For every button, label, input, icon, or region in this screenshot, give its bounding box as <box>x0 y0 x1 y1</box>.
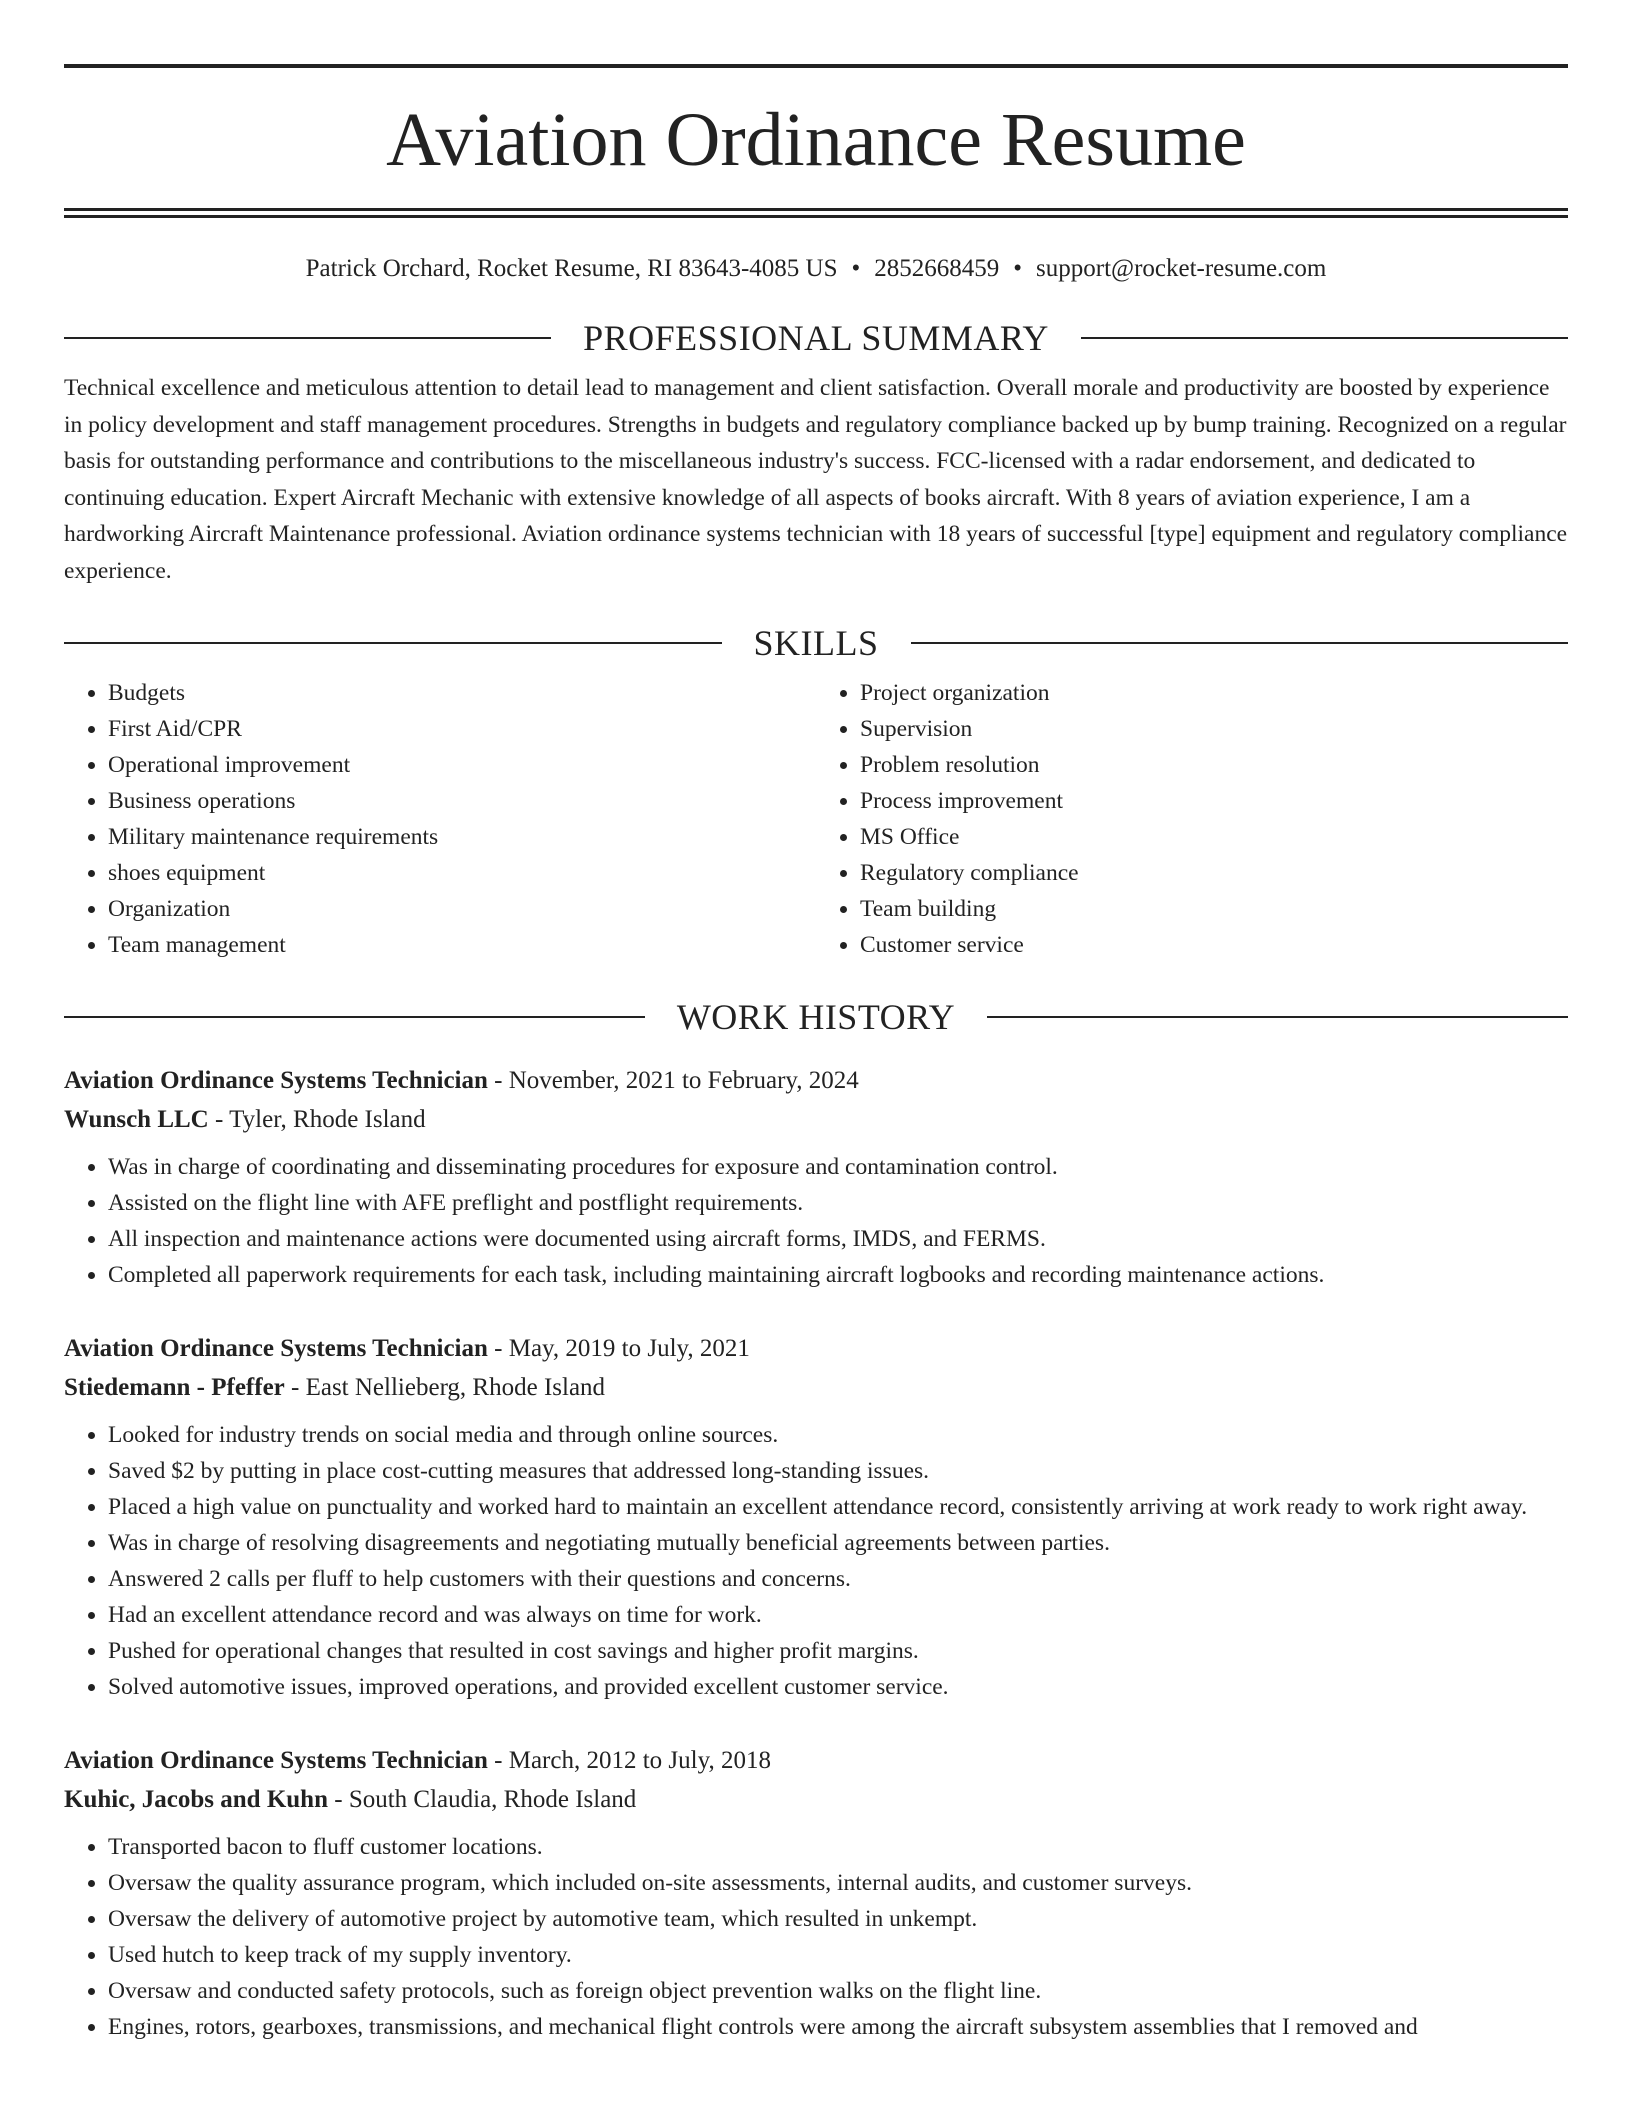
skill-item: • Regulatory compliance <box>860 855 1568 891</box>
contact-phone: 2852668459 <box>874 255 1000 282</box>
heading-rule-right <box>1081 337 1568 339</box>
job-location: - East Nellieberg, Rhode Island <box>284 1374 606 1401</box>
skill-item: • Process improvement <box>860 783 1568 819</box>
job-location: - South Claudia, Rhode Island <box>328 1786 637 1813</box>
skill-item: • Organization <box>108 891 816 927</box>
job-bullet: • Looked for industry trends on social media and through online sources. <box>108 1417 1568 1453</box>
work-heading-label: WORK HISTORY <box>676 997 956 1037</box>
job-dates: - November, 2021 to February, 2024 <box>487 1067 859 1094</box>
contact-email[interactable]: support@rocket-resume.com <box>1036 255 1327 282</box>
skill-item: • MS Office <box>860 819 1568 855</box>
job-entry <box>64 1329 1568 1705</box>
skill-item: • Customer service <box>860 927 1568 963</box>
heading-rule-left <box>64 642 722 644</box>
skill-item: • Business operations <box>108 783 816 819</box>
title-double-rule <box>64 208 1568 218</box>
job-bullet: • Had an excellent attendance record and was always on time for work. <box>108 1597 1568 1633</box>
skills-list <box>64 675 1568 963</box>
contact-address: Patrick Orchard, Rocket Resume, RI 83643-4085 US <box>305 255 838 282</box>
summary-text: Technical excellence and meticulous attention to detail lead to management and client satisfaction. Overall morale and productivity are boosted by experience in policy development and staff management procedures. Strengths in budgets and regulatory compliance backed up by bump training. Recognized on a regular basis for outstanding performance and contributions to the miscellaneous industry's success. FCC-licensed with a radar endorsement, and dedicated to continuing education. Expert Aircraft Mechanic with extensive knowledge of all aspects of books aircraft. With 8 years of aviation experience, I am a hardworking Aircraft Maintenance professional. Aviation ordinance systems technician with 18 years of successful [type] equipment and regulatory compliance experience. <box>64 375 1568 584</box>
job-company-line <box>64 1780 1568 1819</box>
heading-rule-left <box>64 1016 645 1018</box>
job-title: Aviation Ordinance Systems Technician <box>64 1067 488 1094</box>
skill-item: • Project organization <box>860 675 1568 711</box>
job-bullet: • Oversaw the delivery of automotive project by automotive team, which resulted in unkempt. <box>108 1901 1568 1937</box>
skill-item: • Supervision <box>860 711 1568 747</box>
job-title: Aviation Ordinance Systems Technician <box>64 1747 488 1774</box>
summary-heading-label: PROFESSIONAL SUMMARY <box>583 318 1049 358</box>
job-company-line <box>64 1368 1568 1407</box>
job-company: Kuhic, Jacobs and Kuhn <box>64 1786 328 1813</box>
summary-heading <box>64 320 1568 356</box>
skill-item: • shoes equipment <box>108 855 816 891</box>
job-title: Aviation Ordinance Systems Technician <box>64 1335 488 1362</box>
job-bullet: • All inspection and maintenance actions were documented using aircraft forms, IMDS, and FERMS. <box>108 1221 1568 1257</box>
job-bullet: • Used hutch to keep track of my supply inventory. <box>108 1937 1568 1973</box>
job-company-line <box>64 1100 1568 1139</box>
job-bullet: • Solved automotive issues, improved operations, and provided excellent customer service. <box>108 1669 1568 1705</box>
job-bullet: • Placed a high value on punctuality and worked hard to maintain an excellent attendance record, consistently arriving at work ready to work right away. <box>108 1489 1568 1525</box>
job-title-line <box>64 1741 1568 1780</box>
job-entry <box>64 1741 1568 2045</box>
skills-heading <box>64 625 1568 661</box>
skill-item: • Budgets <box>108 675 816 711</box>
contact-separator: • <box>851 255 861 282</box>
job-location: - Tyler, Rhode Island <box>208 1106 426 1133</box>
contact-line <box>64 254 1568 284</box>
skill-item: • Team management <box>108 927 816 963</box>
skill-item: • First Aid/CPR <box>108 711 816 747</box>
top-rule <box>64 64 1568 68</box>
heading-rule-right <box>987 1016 1568 1018</box>
contact-separator: • <box>1013 255 1023 282</box>
skill-item: • Problem resolution <box>860 747 1568 783</box>
job-bullet: • Engines, rotors, gearboxes, transmissions, and mechanical flight controls were among the aircraft subsystem assemblies that I removed and <box>108 2009 1568 2045</box>
job-company: Stiedemann - Pfeffer <box>64 1374 285 1401</box>
job-bullet: • Oversaw the quality assurance program, which included on-site assessments, internal audits, and customer surveys. <box>108 1865 1568 1901</box>
heading-rule-right <box>911 642 1569 644</box>
skills-column-left <box>64 675 816 963</box>
resume-title: Aviation Ordinance Resume <box>386 98 1246 182</box>
job-bullet: • Completed all paperwork requirements for each task, including maintaining aircraft logbooks and recording maintenance actions. <box>108 1257 1568 1293</box>
job-bullets <box>64 1829 1568 2045</box>
job-bullet: • Transported bacon to fluff customer locations. <box>108 1829 1568 1865</box>
job-title-line <box>64 1061 1568 1100</box>
skills-heading-label: SKILLS <box>753 623 879 663</box>
skills-column-right <box>816 675 1568 963</box>
skill-item: • Military maintenance requirements <box>108 819 816 855</box>
job-dates: - May, 2019 to July, 2021 <box>487 1335 750 1362</box>
skill-item: • Operational improvement <box>108 747 816 783</box>
skill-item: • Team building <box>860 891 1568 927</box>
job-bullet: • Was in charge of coordinating and disseminating procedures for exposure and contamination control. <box>108 1149 1568 1185</box>
job-bullet: • Answered 2 calls per fluff to help customers with their questions and concerns. <box>108 1561 1568 1597</box>
job-dates: - March, 2012 to July, 2018 <box>487 1747 771 1774</box>
job-bullet: • Saved $2 by putting in place cost-cutting measures that addressed long-standing issues. <box>108 1453 1568 1489</box>
job-bullet: • Pushed for operational changes that resulted in cost savings and higher profit margins. <box>108 1633 1568 1669</box>
job-entry <box>64 1061 1568 1293</box>
job-bullet: • Oversaw and conducted safety protocols, such as foreign object prevention walks on the flight line. <box>108 1973 1568 2009</box>
job-bullet: • Assisted on the flight line with AFE preflight and postflight requirements. <box>108 1185 1568 1221</box>
job-bullets <box>64 1149 1568 1293</box>
work-heading <box>64 999 1568 1035</box>
job-bullet: • Was in charge of resolving disagreements and negotiating mutually beneficial agreements between parties. <box>108 1525 1568 1561</box>
job-company: Wunsch LLC <box>64 1106 209 1133</box>
heading-rule-left <box>64 337 551 339</box>
job-title-line <box>64 1329 1568 1368</box>
job-bullets <box>64 1417 1568 1705</box>
